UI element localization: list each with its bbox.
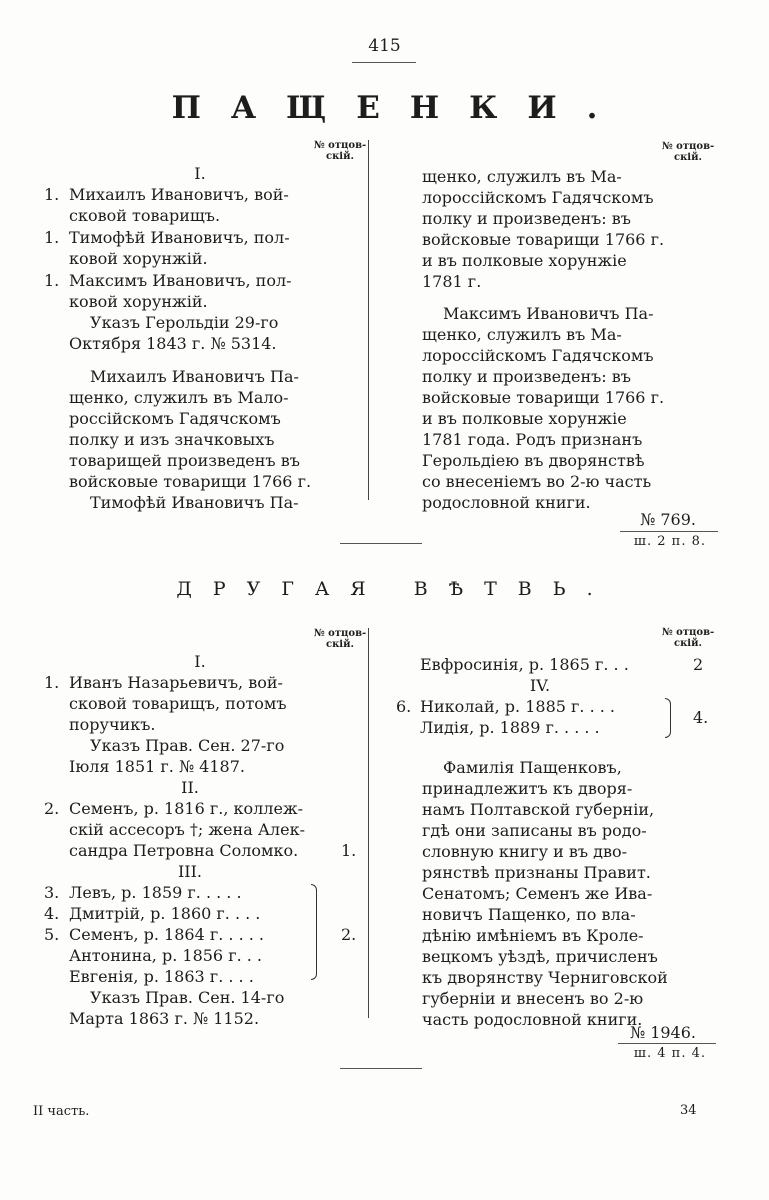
paragraph-line: щенко, служилъ въ Ма-	[422, 167, 622, 186]
column-header-right: № отцов- скій.	[661, 627, 715, 649]
roman-numeral: III.	[177, 862, 203, 881]
paragraph-line: родословной книги.	[422, 493, 591, 512]
paragraph-line: со внесеніемъ во 2-ю часть	[422, 472, 652, 491]
paragraph-line: вецкомъ уѣздѣ, причисленъ	[422, 947, 658, 966]
child-entry: Левъ, р. 1859 г. . . . .	[69, 883, 242, 902]
child-entry: Евфросинія, р. 1865 г. . .	[420, 655, 629, 674]
child-entry: Николай, р. 1885 г. . . .	[420, 697, 615, 716]
column-header-right: № отцов- скій.	[661, 141, 715, 163]
paragraph-line: часть родословной книги.	[422, 1010, 643, 1029]
father-number: 2	[693, 655, 704, 674]
entry-number: 1.	[44, 228, 60, 247]
roman-numeral: II.	[181, 778, 199, 797]
entry-number: 4.	[44, 904, 60, 923]
decree-line: Указъ Прав. Сен. 14-го	[90, 988, 285, 1007]
entry-text: сковой товарищъ, потомъ	[69, 694, 287, 713]
record-number: № 1946.	[629, 1023, 696, 1042]
entry-text: Семенъ, р. 1816 г., коллеж-	[69, 799, 304, 818]
entry-text: ковой хорунжій.	[69, 249, 208, 268]
group-brace	[665, 698, 671, 738]
column-header-left: № отцов- скій.	[313, 628, 367, 650]
paragraph-line: Максимъ Ивановичъ Па-	[443, 304, 654, 323]
paragraph-line: Фамилія Пащенковъ,	[443, 758, 622, 777]
section-separator	[340, 543, 422, 544]
paragraph-line: принадлежитъ къ дворя-	[422, 779, 633, 798]
entry-number: 1.	[44, 673, 60, 692]
record-number: № 769.	[640, 510, 696, 529]
paragraph-line: губерніи и внесенъ во 2-ю	[422, 989, 644, 1008]
page-title: ПАЩЕНКИ.	[171, 90, 628, 126]
entry-text: скій ассесоръ †; жена Алек-	[69, 820, 305, 839]
footer-sheet-number: 34	[680, 1103, 697, 1118]
paragraph-line: войсковые товарищи 1766 г.	[69, 472, 312, 491]
decree-line: Указъ Прав. Сен. 27-го	[90, 736, 285, 755]
page-number: 415	[368, 36, 401, 56]
sheet-reference: ш. 2 п. 8.	[633, 534, 706, 549]
entry-text: Тимофѣй Ивановичъ, пол-	[69, 228, 290, 247]
paragraph-line: гдѣ они записаны въ родо-	[422, 821, 647, 840]
entry-text: поручикъ.	[69, 715, 156, 734]
paragraph-line: Тимофѣй Ивановичъ Па-	[90, 493, 299, 512]
paragraph-line: Герольдіею въ дворянствѣ	[422, 451, 645, 470]
entry-number: 1.	[44, 271, 60, 290]
decree-line: Указъ Герольдіи 29-го	[90, 313, 279, 332]
child-entry: Лидія, р. 1889 г. . . . .	[420, 718, 600, 737]
entry-text: Иванъ Назарьевичъ, вой-	[69, 673, 283, 692]
entry-text: Максимъ Ивановичъ, пол-	[69, 271, 292, 290]
entry-number: 3.	[44, 883, 60, 902]
paragraph-line: рянствѣ признаны Правит.	[422, 863, 651, 882]
paragraph-line: россійскомъ Гадячскомъ	[69, 409, 281, 428]
column-header-left: № отцов- скій.	[313, 140, 367, 162]
decree-line: Октября 1843 г. № 5314.	[69, 334, 277, 353]
father-number: 2.	[341, 925, 357, 944]
paragraph-line: войсковые товарищи 1766 г.	[422, 388, 665, 407]
child-entry: Евгенія, р. 1863 г. . . .	[69, 967, 254, 986]
decree-line: Іюля 1851 г. № 4187.	[69, 757, 245, 776]
child-entry: Семенъ, р. 1864 г. . . . .	[69, 925, 265, 944]
paragraph-line: товарищей произведенъ въ	[69, 451, 300, 470]
paragraph-line: дѣнію имѣніемъ въ Кроле-	[422, 926, 644, 945]
paragraph-line: 1781 года. Родъ признанъ	[422, 430, 643, 449]
paragraph-line: намъ Полтавской губерніи,	[422, 800, 655, 819]
father-number: 4.	[693, 708, 709, 727]
entry-text: сковой товарищъ.	[69, 206, 221, 225]
child-entry: Антонина, р. 1856 г. . .	[69, 946, 262, 965]
father-number: 1.	[341, 841, 357, 860]
paragraph-line: и въ полковые хорунжіе	[422, 409, 627, 428]
paragraph-line: полку и изъ значковыхъ	[69, 430, 275, 449]
column-divider	[368, 628, 369, 1018]
paragraph-line: лороссійскомъ Гадячскомъ	[422, 346, 654, 365]
entry-text: сандра Петровна Соломко.	[69, 841, 299, 860]
group-brace	[311, 884, 317, 980]
paragraph-line: войсковые товарищи 1766 г.	[422, 230, 665, 249]
entry-number: 5.	[44, 925, 60, 944]
paragraph-line: новичъ Пащенко, по вла-	[422, 905, 636, 924]
paragraph-line: Сенатомъ; Семенъ же Ива-	[422, 884, 653, 903]
paragraph-line: щенко, служилъ въ Ма-	[422, 325, 622, 344]
entry-number: 2.	[44, 799, 60, 818]
paragraph-line: 1781 г.	[422, 272, 482, 291]
roman-numeral: IV.	[529, 676, 551, 695]
entry-number: 1.	[44, 185, 60, 204]
section-separator	[340, 1068, 422, 1069]
sheet-reference: ш. 4 п. 4.	[633, 1046, 706, 1061]
entry-text: Михаилъ Ивановичъ, вой-	[69, 185, 289, 204]
decree-line: Марта 1863 г. № 1152.	[69, 1009, 260, 1028]
paragraph-line: полку и произведенъ: въ	[422, 209, 631, 228]
footer-part-label: II часть.	[33, 1104, 90, 1119]
roman-numeral: I.	[194, 164, 206, 183]
paragraph-line: лороссійскомъ Гадячскомъ	[422, 188, 654, 207]
child-entry: Дмитрій, р. 1860 г. . . .	[69, 904, 261, 923]
paragraph-line: полку и произведенъ: въ	[422, 367, 631, 386]
entry-number: 6.	[396, 697, 412, 716]
paragraph-line: щенко, служилъ въ Мало-	[69, 388, 289, 407]
page-number-rule	[352, 62, 416, 63]
paragraph-line: словную книгу и въ дво-	[422, 842, 627, 861]
paragraph-line: Михаилъ Ивановичъ Па-	[90, 367, 299, 386]
paragraph-line: къ дворянству Черниговской	[422, 968, 668, 987]
paragraph-line: и въ полковые хорунжіе	[422, 251, 627, 270]
entry-text: ковой хорунжій.	[69, 292, 208, 311]
roman-numeral: I.	[194, 652, 206, 671]
section-title: ДРУГАЯ ВѢТВЬ.	[176, 578, 614, 600]
column-divider	[368, 140, 369, 500]
